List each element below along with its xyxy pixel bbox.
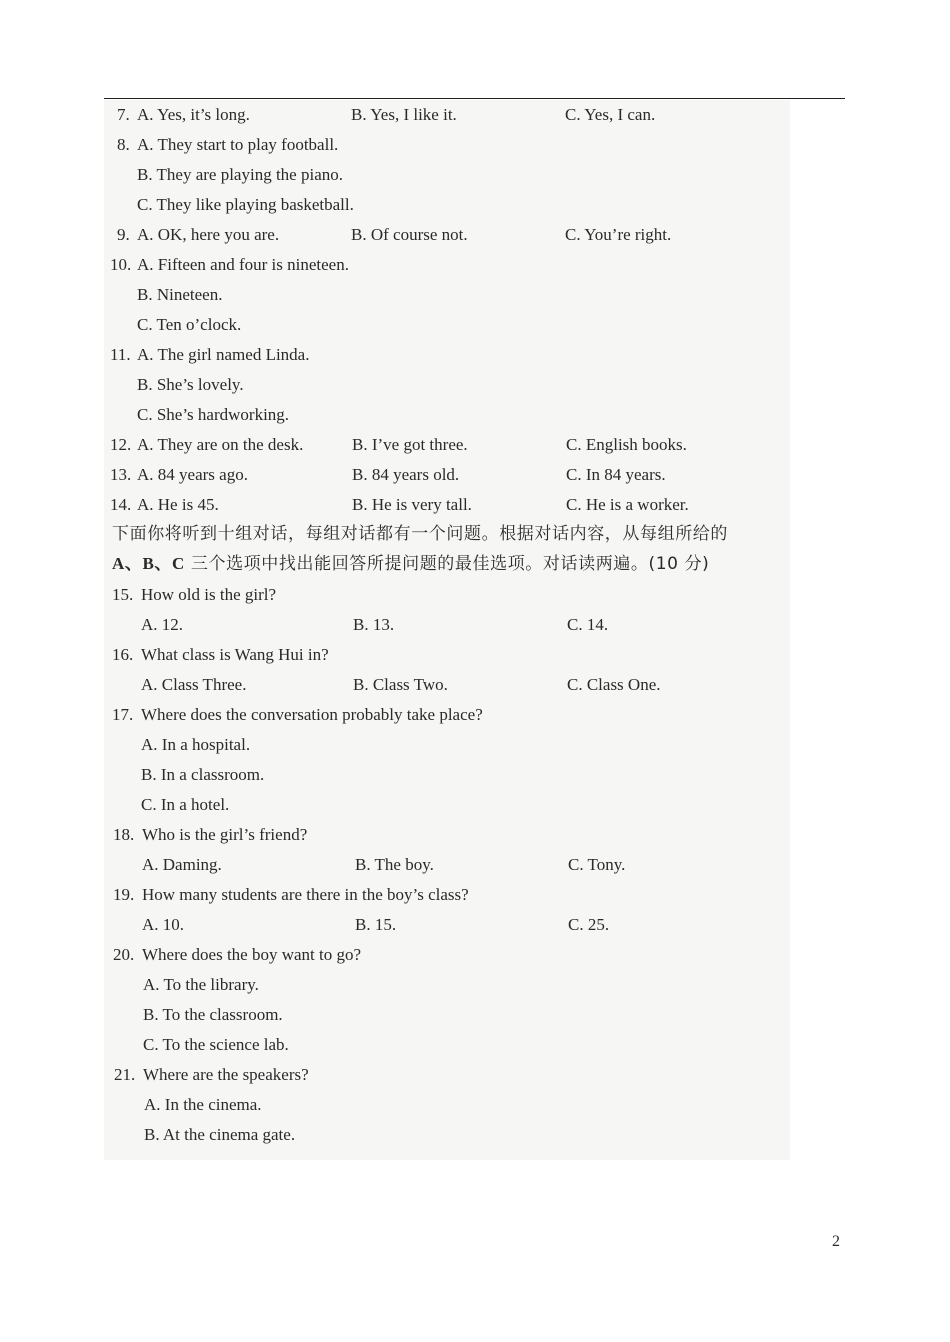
question-number: 7.	[117, 105, 130, 124]
option-c: C. To the science lab.	[143, 1035, 289, 1054]
option-b: B. To the classroom.	[143, 1005, 283, 1024]
question-text: How many students are there in the boy’s class?	[142, 885, 469, 904]
option-a: A. He is 45.	[137, 495, 219, 514]
option-c: C. Yes, I can.	[565, 105, 656, 124]
question-text: Where does the boy want to go?	[142, 945, 362, 964]
question-number: 9.	[117, 225, 130, 244]
option-a: A. In the cinema.	[144, 1095, 262, 1114]
option-a: A. Class Three.	[141, 675, 247, 694]
option-b: B. The boy.	[355, 855, 434, 874]
option-b: B. 13.	[353, 615, 395, 634]
option-b: B. Of course not.	[351, 225, 468, 244]
question-text: Who is the girl’s friend?	[142, 825, 308, 844]
option-b: B. Class Two.	[353, 675, 448, 694]
question-number: 17.	[112, 705, 134, 724]
instruction-options-bold: A、B、C	[112, 554, 185, 573]
option-a: A. The girl named Linda.	[137, 345, 310, 364]
option-b: B. I’ve got three.	[352, 435, 468, 454]
question-number: 16.	[112, 645, 134, 664]
option-b: B. At the cinema gate.	[144, 1125, 296, 1144]
page-number: 2	[832, 1233, 840, 1250]
question-number: 8.	[117, 135, 130, 154]
option-c: C. You’re right.	[565, 225, 672, 244]
option-c: C. 14.	[567, 615, 609, 634]
question-text: How old is the girl?	[141, 585, 277, 604]
option-a: A. OK, here you are.	[137, 225, 280, 244]
question-number: 10.	[110, 255, 132, 274]
question-text: Where are the speakers?	[143, 1065, 309, 1084]
instruction-line-2-text: 三个选项中找出能回答所提问题的最佳选项。对话读两遍。(10 分)	[184, 554, 710, 574]
option-a: A. They are on the desk.	[137, 435, 304, 454]
option-a: A. Daming.	[142, 855, 222, 874]
question-number: 12.	[110, 435, 132, 454]
option-a: A. They start to play football.	[137, 135, 339, 154]
option-c: C. English books.	[566, 435, 687, 454]
question-number: 21.	[114, 1065, 136, 1084]
option-c: C. Tony.	[568, 855, 626, 874]
option-b: B. They are playing the piano.	[137, 165, 343, 184]
option-b: B. Yes, I like it.	[351, 105, 457, 124]
question-number: 18.	[113, 825, 135, 844]
option-c: C. They like playing basketball.	[137, 195, 354, 214]
top-rule	[104, 98, 845, 99]
option-a: A. 12.	[141, 615, 184, 634]
question-text: What class is Wang Hui in?	[141, 645, 329, 664]
question-number: 20.	[113, 945, 135, 964]
option-a: A. Yes, it’s long.	[137, 105, 250, 124]
instruction-line-2	[112, 553, 709, 575]
option-c: C. Class One.	[567, 675, 661, 694]
option-b: B. She’s lovely.	[137, 375, 244, 394]
question-number: 14.	[110, 495, 132, 514]
option-c: C. 25.	[568, 915, 610, 934]
option-a: A. 84 years ago.	[137, 465, 248, 484]
option-c: C. Ten o’clock.	[137, 315, 242, 334]
option-a: A. 10.	[142, 915, 185, 934]
option-c: C. He is a worker.	[566, 495, 689, 514]
instruction-line-1: 下面你将听到十组对话，每组对话都有一个问题。根据对话内容，从每组所给的	[112, 524, 728, 544]
question-text: Where does the conversation probably take place?	[141, 705, 483, 724]
option-a: A. In a hospital.	[141, 735, 251, 754]
question-number: 15.	[112, 585, 134, 604]
option-a: A. Fifteen and four is nineteen.	[137, 255, 349, 274]
option-a: A. To the library.	[143, 975, 259, 994]
option-b: B. He is very tall.	[352, 495, 472, 514]
option-b: B. Nineteen.	[137, 285, 223, 304]
option-b: B. 84 years old.	[352, 465, 460, 484]
option-c: C. In a hotel.	[141, 795, 230, 814]
option-c: C. She’s hardworking.	[137, 405, 290, 424]
question-number: 11.	[110, 345, 131, 364]
option-b: B. 15.	[355, 915, 397, 934]
question-number: 19.	[113, 885, 135, 904]
option-c: C. In 84 years.	[566, 465, 666, 484]
question-number: 13.	[110, 465, 132, 484]
option-b: B. In a classroom.	[141, 765, 265, 784]
